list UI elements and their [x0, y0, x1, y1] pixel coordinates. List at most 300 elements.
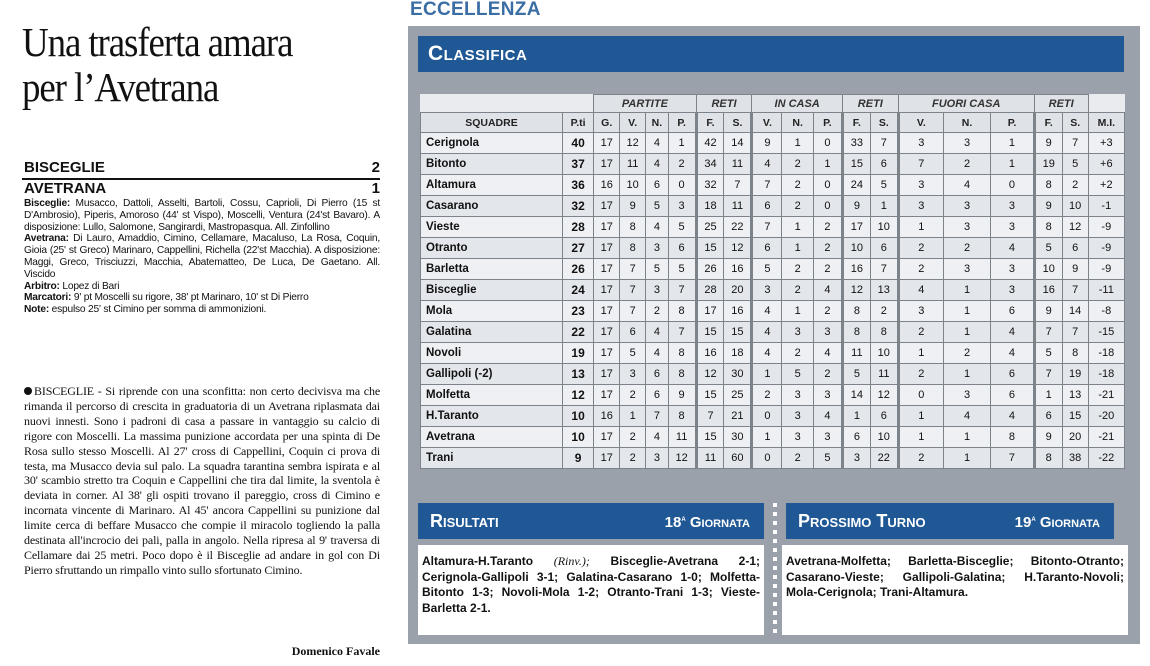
- stat-cell: 13: [870, 280, 898, 301]
- stat-cell: 25: [724, 385, 752, 406]
- stat-cell: 0: [752, 448, 782, 469]
- stat-cell: 19: [1062, 364, 1088, 385]
- team-name: Novoli: [421, 343, 563, 364]
- stat-cell: 3: [943, 385, 990, 406]
- stat-cell: 17: [594, 364, 620, 385]
- notes-label: Note:: [24, 304, 50, 316]
- next-round-label: Giornata: [1039, 514, 1100, 531]
- byline: Domenico Favale: [291, 644, 380, 658]
- stat-cell: 10: [870, 343, 898, 364]
- stat-cell: 3: [782, 322, 813, 343]
- stat-cell: 7: [870, 259, 898, 280]
- stat-cell: 8: [1034, 175, 1062, 196]
- team-points: 26: [562, 259, 593, 280]
- stat-cell: 5: [646, 259, 669, 280]
- stat-cell: 3: [813, 427, 842, 448]
- stat-cell: 4: [646, 343, 669, 364]
- stat-cell: 6: [752, 196, 782, 217]
- team-points: 19: [562, 343, 593, 364]
- stat-cell: 2: [813, 301, 842, 322]
- team-name: Galatina: [421, 322, 563, 343]
- stat-cell: 0: [752, 406, 782, 427]
- stat-cell: 7: [620, 301, 646, 322]
- stat-cell: 2: [782, 259, 813, 280]
- stat-cell: 8: [668, 301, 696, 322]
- column-header: F.: [696, 113, 724, 133]
- next-round-text: Avetrana-Molfetta; Barletta-Bisceglie; Bitonto-Otranto; Casarano-Vieste; Gallipoli-Galatina; H.Taranto-Novoli; Mola-Cerignola; Trani-Altamura.: [782, 545, 1128, 635]
- stat-cell: 4: [813, 280, 842, 301]
- stat-cell: 17: [594, 385, 620, 406]
- referee: [24, 281, 380, 293]
- stat-cell: 1: [991, 154, 1035, 175]
- notes-text: espulso 25' st Cimino per somma di ammonizioni.: [51, 304, 267, 316]
- headline: [22, 20, 391, 110]
- stat-cell: 1: [782, 217, 813, 238]
- group-header: FUORI CASA: [898, 95, 1034, 113]
- team-points: 37: [562, 154, 593, 175]
- stat-cell: 2: [1062, 175, 1088, 196]
- column-header: V.: [752, 113, 782, 133]
- stat-cell: 3: [991, 280, 1035, 301]
- column-header: P.: [668, 113, 696, 133]
- stat-cell: 17: [842, 217, 870, 238]
- stat-cell: 5: [668, 259, 696, 280]
- stat-cell: 6: [991, 301, 1035, 322]
- stat-cell: 4: [752, 343, 782, 364]
- stat-cell: 20: [724, 280, 752, 301]
- stat-cell: -18: [1088, 364, 1124, 385]
- stat-cell: 8: [842, 322, 870, 343]
- column-header-row: [421, 113, 1125, 133]
- standings-table: [420, 94, 1125, 469]
- stat-cell: 16: [724, 259, 752, 280]
- stat-cell: 3: [943, 133, 990, 154]
- column-header: M.I.: [1088, 113, 1124, 133]
- stat-cell: 28: [696, 280, 724, 301]
- stat-cell: 4: [898, 280, 943, 301]
- standings-row: [421, 154, 1125, 175]
- stat-cell: 2: [620, 448, 646, 469]
- stat-cell: 17: [594, 196, 620, 217]
- results-text-part1: Altamura-H.Taranto: [422, 554, 554, 568]
- standings-body: [421, 133, 1125, 469]
- stat-cell: 2: [668, 154, 696, 175]
- stat-cell: 7: [1062, 280, 1088, 301]
- stat-cell: 6: [1034, 406, 1062, 427]
- column-header: S.: [724, 113, 752, 133]
- stat-cell: 1: [898, 427, 943, 448]
- stat-cell: 2: [813, 259, 842, 280]
- article: [22, 20, 386, 660]
- stat-cell: 24: [842, 175, 870, 196]
- column-header: N.: [782, 113, 813, 133]
- stat-cell: 16: [594, 175, 620, 196]
- stat-cell: 17: [594, 238, 620, 259]
- stat-cell: 8: [668, 343, 696, 364]
- stat-cell: 11: [696, 448, 724, 469]
- group-header: RETI: [696, 95, 752, 113]
- stat-cell: 5: [782, 364, 813, 385]
- stat-cell: 3: [782, 385, 813, 406]
- stat-cell: 5: [1034, 343, 1062, 364]
- stat-cell: 4: [646, 427, 669, 448]
- team-name: Trani: [421, 448, 563, 469]
- standings-row: [421, 406, 1125, 427]
- group-header: RETI: [1034, 95, 1088, 113]
- stat-cell: 5: [752, 259, 782, 280]
- stat-cell: +2: [1088, 175, 1124, 196]
- stat-cell: 30: [724, 364, 752, 385]
- stat-cell: 7: [1034, 322, 1062, 343]
- stat-cell: 1: [620, 406, 646, 427]
- column-header: N.: [646, 113, 669, 133]
- stat-cell: 9: [620, 196, 646, 217]
- stat-cell: 2: [898, 364, 943, 385]
- team-points: 24: [562, 280, 593, 301]
- stat-cell: 17: [594, 301, 620, 322]
- stat-cell: 11: [620, 154, 646, 175]
- stat-cell: 20: [1062, 427, 1088, 448]
- team-points: 28: [562, 217, 593, 238]
- team-points: 12: [562, 385, 593, 406]
- results-round-number: 18: [664, 514, 682, 531]
- stat-cell: 38: [1062, 448, 1088, 469]
- team-name: Molfetta: [421, 385, 563, 406]
- stat-cell: 4: [813, 406, 842, 427]
- headline-line-1: Una trasferta amara: [22, 19, 293, 65]
- stat-cell: 0: [991, 175, 1035, 196]
- stat-cell: 1: [943, 301, 990, 322]
- stat-cell: 15: [696, 385, 724, 406]
- next-round-title: Prossimo Turno: [798, 511, 926, 531]
- stat-cell: 6: [752, 238, 782, 259]
- team-name: Altamura: [421, 175, 563, 196]
- bullet-icon: [24, 387, 32, 395]
- stat-cell: 15: [696, 322, 724, 343]
- stat-cell: 1: [813, 154, 842, 175]
- lineup-bisceglie-text: Musacco, Dattoli, Asselti, Bartoli, Cossu, Caprioli, Di Pierro (15 st D'Ambrosio), Piperis, Amoroso (44' st Vispo), Moscelli, Ventura (24'st Bavaro). A disposizione: Lullo, Salomone, Sangirardi, Mastropasqua. All. Zinfollino: [24, 198, 380, 233]
- home-team-goals: 2: [371, 159, 380, 176]
- column-header: SQUADRE: [421, 113, 563, 133]
- stat-cell: 7: [620, 280, 646, 301]
- column-header: V.: [620, 113, 646, 133]
- stat-cell: 2: [782, 343, 813, 364]
- stat-cell: 8: [668, 406, 696, 427]
- stat-cell: 8: [1034, 217, 1062, 238]
- standings-row: [421, 280, 1125, 301]
- stat-cell: 10: [842, 238, 870, 259]
- stat-cell: 4: [752, 322, 782, 343]
- stat-cell: 17: [594, 322, 620, 343]
- results-round-label: Giornata: [689, 514, 750, 531]
- stat-cell: 7: [752, 175, 782, 196]
- stat-cell: 1: [898, 406, 943, 427]
- stat-cell: 8: [842, 301, 870, 322]
- stat-cell: 4: [991, 322, 1035, 343]
- stat-cell: 6: [870, 238, 898, 259]
- column-header: P.ti: [562, 113, 593, 133]
- stat-cell: 3: [991, 196, 1035, 217]
- standings-row: [421, 385, 1125, 406]
- team-points: 36: [562, 175, 593, 196]
- stat-cell: 3: [646, 238, 669, 259]
- away-team-name: AVETRANA: [24, 180, 107, 197]
- standings-row: [421, 322, 1125, 343]
- stat-cell: 14: [1062, 301, 1088, 322]
- stat-cell: 2: [943, 238, 990, 259]
- stat-cell: 12: [696, 364, 724, 385]
- group-header-empty: [1088, 95, 1124, 113]
- stat-cell: 13: [1062, 385, 1088, 406]
- stat-cell: 3: [813, 322, 842, 343]
- stat-cell: 16: [842, 259, 870, 280]
- column-header: F.: [842, 113, 870, 133]
- stat-cell: +6: [1088, 154, 1124, 175]
- stat-cell: 5: [646, 196, 669, 217]
- standings-header: [418, 36, 1124, 72]
- stat-cell: 6: [1062, 238, 1088, 259]
- stat-cell: 11: [668, 427, 696, 448]
- stat-cell: 1: [752, 427, 782, 448]
- stat-cell: 5: [1034, 238, 1062, 259]
- group-header: RETI: [842, 95, 898, 113]
- match-info: [24, 198, 380, 316]
- stat-cell: -21: [1088, 427, 1124, 448]
- stat-cell: 7: [620, 259, 646, 280]
- stat-cell: 22: [870, 448, 898, 469]
- stat-cell: 7: [1062, 133, 1088, 154]
- stat-cell: 17: [594, 280, 620, 301]
- headline-line-2: per l’Avetrana: [22, 64, 219, 110]
- stat-cell: 4: [646, 154, 669, 175]
- standings-row: [421, 238, 1125, 259]
- column-header: G.: [594, 113, 620, 133]
- stat-cell: 5: [813, 448, 842, 469]
- stat-cell: 0: [813, 175, 842, 196]
- standings-row: [421, 301, 1125, 322]
- standings-row: [421, 448, 1125, 469]
- stat-cell: 6: [991, 385, 1035, 406]
- stat-cell: 17: [696, 301, 724, 322]
- team-points: 23: [562, 301, 593, 322]
- team-points: 40: [562, 133, 593, 154]
- next-round-suffix: a: [1031, 513, 1036, 523]
- stat-cell: 7: [1062, 322, 1088, 343]
- stat-cell: 3: [991, 259, 1035, 280]
- results-note: (Rinv.);: [553, 554, 590, 568]
- stat-cell: 2: [898, 448, 943, 469]
- column-header: V.: [898, 113, 943, 133]
- stat-cell: 17: [594, 427, 620, 448]
- standings-row: [421, 427, 1125, 448]
- standings-row: [421, 259, 1125, 280]
- stat-cell: 3: [813, 385, 842, 406]
- stat-cell: 1: [870, 196, 898, 217]
- stat-cell: -9: [1088, 259, 1124, 280]
- stat-cell: 3: [943, 259, 990, 280]
- stat-cell: 3: [898, 196, 943, 217]
- results-round-suffix: a: [681, 513, 686, 523]
- stat-cell: 8: [668, 364, 696, 385]
- stat-cell: -11: [1088, 280, 1124, 301]
- stat-cell: 32: [696, 175, 724, 196]
- column-header: S.: [1062, 113, 1088, 133]
- stat-cell: 6: [646, 175, 669, 196]
- stat-cell: 1: [668, 133, 696, 154]
- stat-cell: 5: [842, 364, 870, 385]
- stat-cell: 7: [870, 133, 898, 154]
- stat-cell: 3: [842, 448, 870, 469]
- stat-cell: 30: [724, 427, 752, 448]
- stat-cell: 2: [620, 427, 646, 448]
- stat-cell: 2: [813, 217, 842, 238]
- lineup-avetrana-text: Di Lauro, Amaddio, Cimino, Cellamare, Macaluso, La Rosa, Coquin, Gioia (25' st Greco) Marinaro, Cappellini, Richella (22'st Macchia). A disposizione: Maggi, Greco, Trisciuzzi, Macchia, Abatematteo, De Luca, De Gaetano. All. Viscido: [24, 233, 380, 280]
- stat-cell: 7: [646, 406, 669, 427]
- stat-cell: 2: [898, 238, 943, 259]
- stat-cell: 1: [898, 217, 943, 238]
- stat-cell: 9: [1062, 259, 1088, 280]
- stat-cell: 4: [943, 406, 990, 427]
- stat-cell: 6: [842, 427, 870, 448]
- results-text-part2: Bisceglie-Avetrana 2-1; Cerignola-Gallipoli 3-1; Galatina-Casarano 1-0; Molfetta-Bitonto 1-3; Novoli-Mola 1-2; Otranto-Trani 1-3; Vieste-Barletta 2-1.: [422, 554, 760, 615]
- stat-cell: 11: [724, 154, 752, 175]
- stat-cell: 14: [724, 133, 752, 154]
- referee-text: Lopez di Bari: [62, 280, 120, 292]
- standings-row: [421, 196, 1125, 217]
- stat-cell: 7: [752, 217, 782, 238]
- stat-cell: 8: [620, 217, 646, 238]
- stat-cell: 14: [842, 385, 870, 406]
- stat-cell: 12: [842, 280, 870, 301]
- stat-cell: 2: [813, 364, 842, 385]
- team-points: 13: [562, 364, 593, 385]
- stat-cell: 16: [724, 301, 752, 322]
- stat-cell: 3: [991, 217, 1035, 238]
- section-title: ECCELLENZA: [410, 0, 541, 20]
- stat-cell: 4: [646, 217, 669, 238]
- stat-cell: 15: [1062, 406, 1088, 427]
- stat-cell: 6: [620, 322, 646, 343]
- stat-cell: 9: [1034, 427, 1062, 448]
- stat-cell: 15: [724, 322, 752, 343]
- column-header: P.: [813, 113, 842, 133]
- stat-cell: -1: [1088, 196, 1124, 217]
- team-points: 27: [562, 238, 593, 259]
- stat-cell: 7: [1034, 364, 1062, 385]
- stat-cell: 34: [696, 154, 724, 175]
- stat-cell: 12: [870, 385, 898, 406]
- score-home: [22, 159, 380, 180]
- stat-cell: 17: [594, 154, 620, 175]
- stat-cell: 10: [1062, 196, 1088, 217]
- stat-cell: 9: [1034, 196, 1062, 217]
- stat-cell: 21: [724, 406, 752, 427]
- stat-cell: 10: [870, 427, 898, 448]
- stat-cell: 10: [1034, 259, 1062, 280]
- stat-cell: 4: [646, 322, 669, 343]
- stat-cell: 10: [620, 175, 646, 196]
- away-team-goals: 1: [371, 180, 380, 197]
- stat-cell: 7: [696, 406, 724, 427]
- article-body-text: BISCEGLIE - Si riprende con una sconfitta: non certo decivisva ma che rimanda il percorso di crescita in graduatoria di un Avetrana riplasmata dai nuovi innesti. Sono i padroni di casa a passare in vantaggio su calcio di rigore con Moscelli. La massima punizione accordata per una spinta di De Rosa sullo stesso Moscelli. Al 27' cross di Cappellini, Coquin ci prova di testa, ma Musacco devia sul palo. La squadra tarantina sembra ispirata e al 30' scambio stretto tra Coquin e Cappellini che tira dal limite, la sventola è deviata in corner. Al 38' gli ospiti trovano il pareggio, cross di Cimino e incornata vincente di Marinaro. Al 45' ancora Cappellini su punizione dal limite cerca di beffare Musacco che compie il miracolo togliendo la palla destinata all'incrocio dei pali, palla in angolo. Nella ripresa al 9' traversa di Cellamare dai 25 metri. Poco dopo è il Bisceglie ad andare in gol con Di Pierro sfruttando un rimpallo vinto sullo sfortunato Cimino.: [24, 384, 380, 577]
- stat-cell: 2: [782, 280, 813, 301]
- stat-cell: 2: [752, 385, 782, 406]
- results-round: [665, 513, 750, 531]
- stat-cell: -8: [1088, 301, 1124, 322]
- stat-cell: 8: [1062, 343, 1088, 364]
- stat-cell: 2: [646, 301, 669, 322]
- column-header: S.: [870, 113, 898, 133]
- stat-cell: 2: [813, 238, 842, 259]
- stat-cell: 3: [943, 217, 990, 238]
- stat-cell: 9: [1034, 301, 1062, 322]
- stat-cell: 17: [594, 343, 620, 364]
- team-points: 32: [562, 196, 593, 217]
- stat-cell: 3: [943, 196, 990, 217]
- group-header-row: [421, 95, 1125, 113]
- team-name: Bitonto: [421, 154, 563, 175]
- stat-cell: 3: [782, 406, 813, 427]
- home-team-name: BISCEGLIE: [24, 159, 105, 176]
- stat-cell: 17: [594, 259, 620, 280]
- stat-cell: 11: [870, 364, 898, 385]
- stat-cell: 12: [724, 238, 752, 259]
- stat-cell: 17: [594, 133, 620, 154]
- lineup-avetrana: [24, 233, 380, 280]
- results-header: [418, 503, 764, 539]
- stat-cell: 12: [1062, 217, 1088, 238]
- stat-cell: 1: [1034, 385, 1062, 406]
- stat-cell: 0: [813, 196, 842, 217]
- stat-cell: 0: [898, 385, 943, 406]
- stat-cell: 0: [668, 175, 696, 196]
- stat-cell: 7: [898, 154, 943, 175]
- stat-cell: 2: [620, 385, 646, 406]
- lineup-bisceglie: [24, 198, 380, 233]
- team-name: Cerignola: [421, 133, 563, 154]
- team-name: Avetrana: [421, 427, 563, 448]
- team-name: Bisceglie: [421, 280, 563, 301]
- stat-cell: 15: [696, 238, 724, 259]
- stat-cell: 3: [646, 280, 669, 301]
- stat-cell: 1: [943, 427, 990, 448]
- stat-cell: 3: [898, 301, 943, 322]
- stat-cell: 12: [620, 133, 646, 154]
- stat-cell: 1: [842, 406, 870, 427]
- stat-cell: 25: [696, 217, 724, 238]
- stat-cell: 4: [752, 301, 782, 322]
- stat-cell: 9: [668, 385, 696, 406]
- stat-cell: -15: [1088, 322, 1124, 343]
- stat-cell: 8: [870, 322, 898, 343]
- team-points: 22: [562, 322, 593, 343]
- stat-cell: 6: [646, 385, 669, 406]
- stat-cell: 3: [646, 448, 669, 469]
- stat-cell: 6: [870, 406, 898, 427]
- stat-cell: 15: [842, 154, 870, 175]
- stat-cell: 3: [668, 196, 696, 217]
- lineup-bisceglie-label: Bisceglie:: [24, 198, 71, 209]
- stat-cell: 6: [991, 364, 1035, 385]
- stat-cell: +3: [1088, 133, 1124, 154]
- lineup-avetrana-label: Avetrana:: [24, 233, 69, 245]
- stat-cell: 2: [898, 259, 943, 280]
- stat-cell: 2: [943, 343, 990, 364]
- stat-cell: 16: [1034, 280, 1062, 301]
- stat-cell: 1: [943, 322, 990, 343]
- group-header: PARTITE: [594, 95, 696, 113]
- team-points: 10: [562, 427, 593, 448]
